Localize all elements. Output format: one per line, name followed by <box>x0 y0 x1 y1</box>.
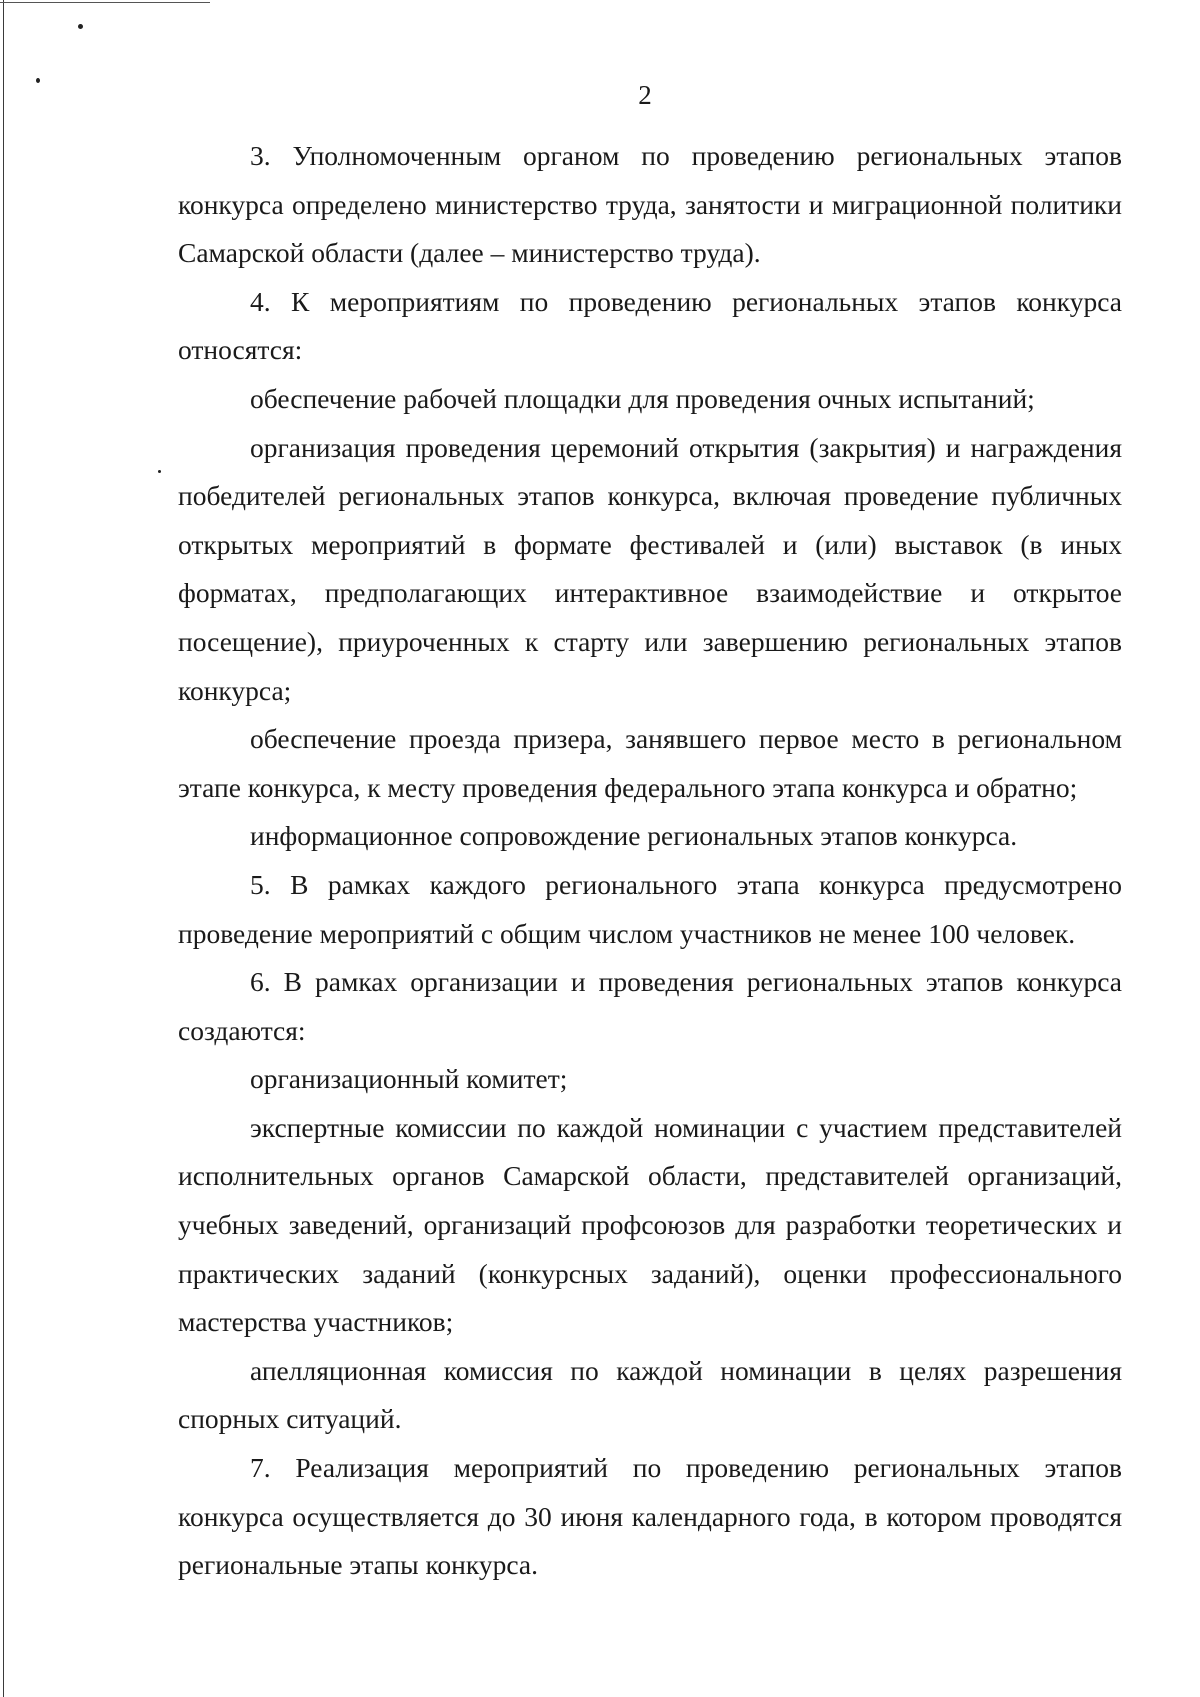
paragraph: 5. В рамках каждого регионального этапа конкурса предусмотрено проведение мероприятий с общим числом участников не менее 100 человек. <box>178 868 1122 949</box>
paragraph: 7. Реализация мероприятий по проведению региональных этапов конкурса осуществляется до 30 июня календарного года, в котором проводятся региональные этапы конкурса. <box>178 1452 1122 1581</box>
scan-speck <box>158 470 161 473</box>
paragraph: организационный комитет; <box>250 1063 568 1095</box>
paragraph: информационное сопровождение региональных этапов конкурса. <box>250 820 1018 852</box>
paragraph: 4. К мероприятиям по проведению региональных этапов конкурса относятся: <box>178 285 1122 366</box>
paragraph: организация проведения церемоний открытия (закрытия) и награждения победителей региональных этапов конкурса, включая проведение публичных открытых мероприятий в формате фестивалей и (или) выставок (в иных форматах, предполагающих интерактивное взаимодействие и открытое посещение), приуроченных к старту или завершению региональных этапов конкурса; <box>178 431 1122 706</box>
document-body <box>178 132 1122 1590</box>
scan-edge-line <box>3 0 4 1697</box>
scan-edge-line-top <box>0 2 210 3</box>
page-number: 2 <box>638 80 652 110</box>
paragraph: обеспечение рабочей площадки для проведения очных испытаний; <box>250 382 1035 414</box>
paragraph: обеспечение проезда призера, занявшего первое место в региональном этапе конкурса, к месту проведения федерального этапа конкурса и обратно; <box>178 723 1122 803</box>
paragraph: экспертные комиссии по каждой номинации с участием представителей исполнительных органов Самарской области, представителей организаций, учебных заведений, организаций профсоюзов для разработки теоретических и практических заданий (конкурсных заданий), оценки профессионального мастерства участников; <box>178 1111 1122 1338</box>
scan-speck <box>78 24 83 29</box>
paragraph: 3. Уполномоченным органом по проведению региональных этапов конкурса определено министерство труда, занятости и миграционной политики Самарской области (далее – министерство труда). <box>178 140 1122 269</box>
paragraph: 6. В рамках организации и проведения региональных этапов конкурса создаются: <box>178 966 1122 1046</box>
paragraph: апелляционная комиссия по каждой номинации в целях разрешения спорных ситуаций. <box>178 1354 1122 1435</box>
